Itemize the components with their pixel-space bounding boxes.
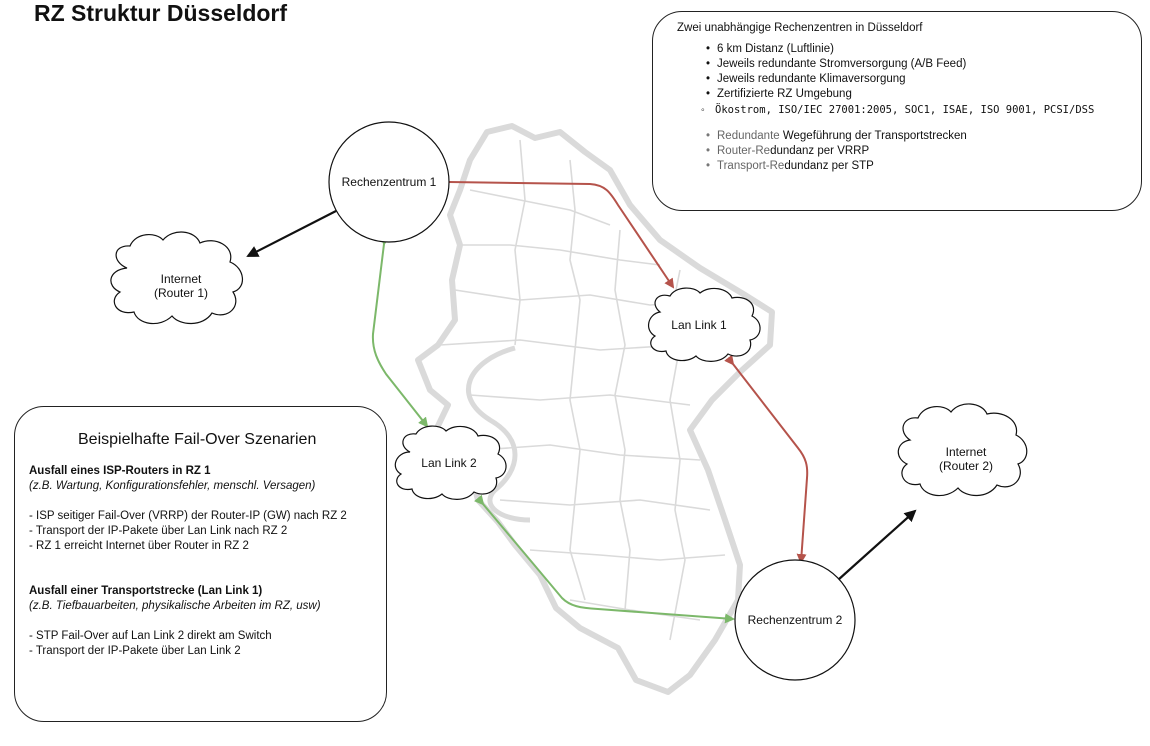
lan-link-1-label: Lan Link 1 <box>671 318 727 332</box>
cloud-lan-link-2 <box>395 426 506 499</box>
scenario-note: (z.B. Wartung, Konfigurationsfehler, menschl. Versagen) <box>29 480 316 492</box>
internet-2-line-2: (Router 2) <box>938 459 994 473</box>
scenario-note: (z.B. Tiefbauarbeiten, physikalische Arbeiten im RZ, usw) <box>29 600 321 612</box>
rz-2-node <box>735 560 855 680</box>
internet-1-line-1: Internet <box>160 272 202 286</box>
info-bullet: • Zertifizierte RZ Umgebung <box>717 87 1141 102</box>
scenario-step: - Transport der IP-Pakete über Lan Link nach RZ 2 <box>29 525 288 537</box>
link-rz1-lan2 <box>373 244 427 426</box>
link-rz1-lan1 <box>449 182 673 287</box>
link-lan1-rz2 <box>733 364 807 562</box>
scenario-step: - Transport der IP-Pakete über Lan Link 2 <box>29 645 241 657</box>
info-bullet-redundancy: • Transport-Redundanz per STP <box>717 159 1141 174</box>
failover-scenarios-box <box>14 406 387 722</box>
page-title: RZ Struktur Düsseldorf <box>34 0 288 26</box>
info-bullet: • Jeweils redundante Stromversorgung (A/B Feed) <box>717 57 1141 72</box>
info-bullet-list-redundancy <box>677 129 1141 174</box>
link-rz1-internet1 <box>248 211 336 256</box>
scenario-isp-router <box>29 464 347 554</box>
info-bullet-list <box>677 42 1141 102</box>
info-bullet: • Jeweils redundante Klimaversorgung <box>717 72 1141 87</box>
cloud-internet-1 <box>111 232 243 324</box>
rz-1-label: Rechenzentrum 1 <box>341 175 437 189</box>
scenario-step: - STP Fail-Over auf Lan Link 2 direkt am Switch <box>29 630 272 642</box>
scenario-step: - RZ 1 erreicht Internet über Router in RZ 2 <box>29 540 249 552</box>
info-box-title: Zwei unabhängige Rechenzentren in Düsseldorf <box>677 22 923 34</box>
datacenter-info-box <box>652 11 1142 211</box>
scenario-heading: Ausfall einer Transportstrecke (Lan Link 1) <box>29 585 263 597</box>
lan-link-2-label: Lan Link 2 <box>421 456 477 470</box>
info-bullet-redundancy: • Router-Redundanz per VRRP <box>717 144 1141 159</box>
rz-1-node <box>329 122 449 242</box>
info-bullet-redundancy: • Redundante Wegeführung der Transportstrecken <box>717 129 1141 144</box>
cloud-lan-link-1 <box>649 288 761 361</box>
cloud-internet-2 <box>898 404 1026 496</box>
internet-1-line-2: (Router 1) <box>153 286 209 300</box>
districts <box>440 140 740 640</box>
scenario-transport-link <box>29 584 321 659</box>
info-sub-bullet: ◦ Ökostrom, ISO/IEC 27001:2005, SOC1, ISAE, ISO 9001, PCSI/DSS <box>677 102 1141 118</box>
rz-2-label: Rechenzentrum 2 <box>747 613 843 627</box>
info-bullet: • 6 km Distanz (Luftlinie) <box>717 42 1141 57</box>
scenario-step: - ISP seitiger Fail-Over (VRRP) der Router-IP (GW) nach RZ 2 <box>29 510 347 522</box>
internet-2-line-1: Internet <box>945 445 987 459</box>
scenario-heading: Ausfall eines ISP-Routers in RZ 1 <box>29 465 211 477</box>
failover-title: Beispielhafte Fail-Over Szenarien <box>78 431 317 448</box>
link-rz2-internet2 <box>838 511 915 580</box>
